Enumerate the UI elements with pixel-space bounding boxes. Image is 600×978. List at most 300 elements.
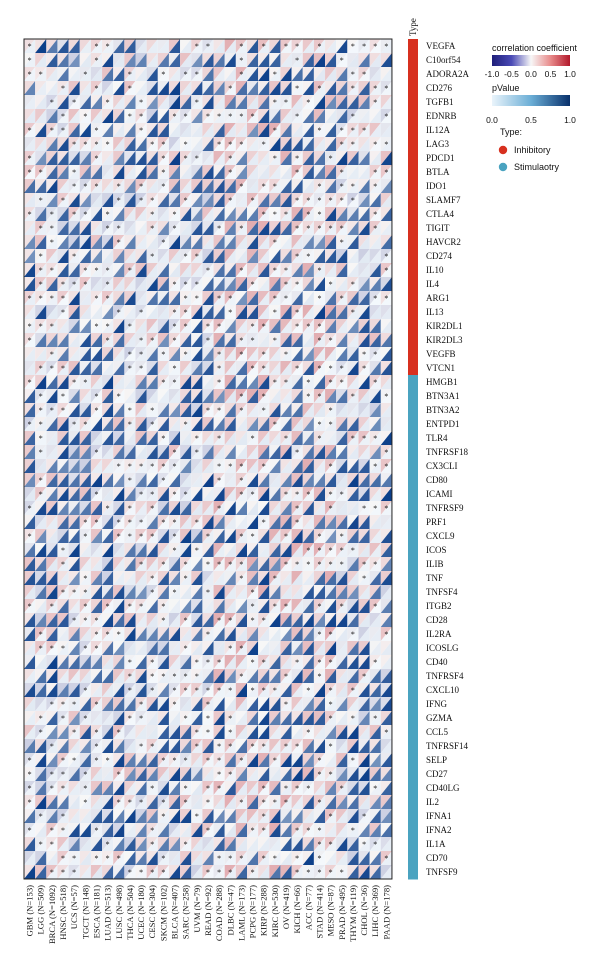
cell-significance-44-24: * <box>295 658 300 668</box>
cell-significance-0-26: * <box>317 42 322 52</box>
cell-significance-7-7: * <box>105 140 110 150</box>
row-label-51: SELP <box>426 755 448 765</box>
cell-significance-24-23: * <box>284 378 289 388</box>
type-strip-cell-9 <box>408 165 418 180</box>
cell-significance-29-24: * <box>295 448 300 458</box>
cell-significance-57-30: * <box>362 840 367 850</box>
cell-significance-47-13: * <box>172 700 177 710</box>
legend-inhibitory-marker <box>499 146 507 154</box>
cell-significance-33-27: * <box>328 504 333 514</box>
cell-significance-38-30: * <box>362 574 367 584</box>
cell-significance-48-29: * <box>350 714 355 724</box>
cell-significance-54-21: * <box>261 798 266 808</box>
column-label-9: THCA (N=504) <box>124 885 135 940</box>
cell-significance-55-3: * <box>61 812 66 822</box>
row-label-28: TLR4 <box>426 433 448 443</box>
cell-significance-5-3: * <box>61 112 66 122</box>
cell-significance-46-21: * <box>261 686 266 696</box>
cell-significance-53-5: * <box>83 784 88 794</box>
cell-significance-37-18: * <box>228 560 233 570</box>
cell-significance-18-7: * <box>105 294 110 304</box>
cell-significance-40-9: * <box>127 602 132 612</box>
cell-significance-18-23: * <box>284 294 289 304</box>
row-label-9: BTLA <box>426 167 450 177</box>
cell-significance-53-11: * <box>150 784 155 794</box>
cell-significance-35-23: * <box>284 532 289 542</box>
cell-significance-5-9: * <box>127 112 132 122</box>
cell-significance-31-9: * <box>127 476 132 486</box>
cell-significance-58-8: * <box>116 854 121 864</box>
cell-significance-41-21: * <box>261 616 266 626</box>
cell-significance-43-14: * <box>183 644 188 654</box>
cell-significance-13-13: * <box>172 224 177 234</box>
cell-significance-37-23: * <box>284 560 289 570</box>
cell-significance-52-17: * <box>217 770 222 780</box>
row-label-31: CD80 <box>426 475 448 485</box>
column-labels <box>25 885 392 944</box>
cell-significance-33-31: * <box>373 504 378 514</box>
cell-significance-40-2: * <box>49 602 54 612</box>
column-label-4: UCS (N=57) <box>69 885 80 930</box>
column-label-14: SARC (N=258) <box>180 885 191 940</box>
type-strip-cell-31 <box>408 473 418 488</box>
cell-significance-50-24: * <box>295 742 300 752</box>
cell-significance-55-21: * <box>261 812 266 822</box>
cell-significance-54-14: * <box>183 798 188 808</box>
cell-significance-18-28: * <box>339 294 344 304</box>
cell-significance-11-1: * <box>38 196 43 206</box>
cell-significance-6-2: * <box>49 126 54 136</box>
cell-significance-42-16: * <box>205 630 210 640</box>
row-label-3: CD276 <box>426 83 453 93</box>
cell-significance-9-4: * <box>72 168 77 178</box>
cell-significance-37-27: * <box>328 560 333 570</box>
cell-significance-17-4: * <box>72 280 77 290</box>
cell-significance-42-1: * <box>38 630 43 640</box>
cell-significance-15-25: * <box>306 252 311 262</box>
cell-significance-27-14: * <box>183 420 188 430</box>
row-labels <box>426 41 470 877</box>
cell-significance-5-16: * <box>205 112 210 122</box>
row-label-5: EDNRB <box>426 111 457 121</box>
cell-significance-40-23: * <box>284 602 289 612</box>
cell-significance-28-26: * <box>317 434 322 444</box>
type-strip-cell-38 <box>408 571 418 586</box>
cell-significance-7-11: * <box>150 140 155 150</box>
cell-significance-18-2: * <box>49 294 54 304</box>
cell-significance-25-1: * <box>38 392 43 402</box>
cell-significance-18-26: * <box>317 294 322 304</box>
cell-significance-36-25: * <box>306 546 311 556</box>
cell-significance-38-22: * <box>272 574 277 584</box>
cell-significance-49-1: * <box>38 728 43 738</box>
cell-significance-53-3: * <box>61 784 66 794</box>
type-strip-cell-14 <box>408 235 418 250</box>
legend-correlation-tick-1: -0.5 <box>504 69 519 79</box>
cell-significance-33-7: * <box>105 504 110 514</box>
type-strip-cell-47 <box>408 697 418 712</box>
cell-significance-39-20: * <box>250 588 255 598</box>
cell-significance-26-2: * <box>49 406 54 416</box>
cell-significance-46-14: * <box>183 686 188 696</box>
cell-significance-51-4: * <box>72 756 77 766</box>
cell-significance-3-3: * <box>61 84 66 94</box>
cell-significance-2-14: * <box>183 70 188 80</box>
cell-significance-27-1: * <box>38 420 43 430</box>
cell-significance-4-25: * <box>306 98 311 108</box>
cell-significance-1-0: * <box>27 56 32 66</box>
cell-significance-49-8: * <box>116 728 121 738</box>
cell-significance-22-31: * <box>373 350 378 360</box>
cell-significance-20-16: * <box>205 322 210 332</box>
cell-significance-54-8: * <box>116 798 121 808</box>
cell-significance-59-2: * <box>49 868 54 878</box>
cell-significance-57-27: * <box>328 840 333 850</box>
cell-significance-18-3: * <box>61 294 66 304</box>
cell-significance-20-7: * <box>105 322 110 332</box>
cell-significance-51-6: * <box>94 756 99 766</box>
cell-significance-7-32: * <box>384 140 389 150</box>
cell-significance-6-0: * <box>27 126 32 136</box>
cell-significance-16-19: * <box>239 266 244 276</box>
cell-significance-44-21: * <box>261 658 266 668</box>
cell-significance-4-10: * <box>139 98 144 108</box>
cell-significance-12-13: * <box>172 210 177 220</box>
cell-significance-21-13: * <box>172 336 177 346</box>
column-label-26: STAD (N=414) <box>314 885 325 939</box>
cell-significance-49-6: * <box>94 728 99 738</box>
cell-significance-47-16: * <box>205 700 210 710</box>
cell-significance-45-15: * <box>194 672 199 682</box>
cell-significance-32-24: * <box>295 490 300 500</box>
cell-significance-55-12: * <box>161 812 166 822</box>
cell-significance-50-17: * <box>217 742 222 752</box>
cell-significance-26-21: * <box>261 406 266 416</box>
cell-significance-17-24: * <box>295 280 300 290</box>
type-strip-cell-30 <box>408 459 418 474</box>
cell-significance-5-13: * <box>172 112 177 122</box>
row-label-20: KIR2DL1 <box>426 321 463 331</box>
cell-significance-53-0: * <box>27 784 32 794</box>
cell-significance-45-30: * <box>362 672 367 682</box>
cell-significance-23-3: * <box>61 364 66 374</box>
cell-significance-32-14: * <box>183 490 188 500</box>
cell-significance-47-10: * <box>139 700 144 710</box>
cell-significance-32-6: * <box>94 490 99 500</box>
cell-significance-44-15: * <box>194 658 199 668</box>
cell-significance-56-6: * <box>94 826 99 836</box>
cell-significance-45-11: * <box>150 672 155 682</box>
row-label-23: VTCN1 <box>426 363 455 373</box>
cell-significance-55-30: * <box>362 812 367 822</box>
row-label-30: CX3CLI <box>426 461 458 471</box>
cell-significance-0-31: * <box>373 42 378 52</box>
cell-significance-26-17: * <box>217 406 222 416</box>
type-strip-cell-27 <box>408 417 418 432</box>
cell-significance-41-12: * <box>161 616 166 626</box>
cell-significance-11-11: * <box>150 196 155 206</box>
cell-significance-0-32: * <box>384 42 389 52</box>
cell-significance-13-8: * <box>116 224 121 234</box>
row-label-7: LAG3 <box>426 139 449 149</box>
cell-significance-59-20: * <box>250 868 255 878</box>
cell-significance-20-0: * <box>27 322 32 332</box>
column-label-11: CESC (N=304) <box>147 885 158 939</box>
cell-significance-44-17: * <box>217 658 222 668</box>
type-strip-cell-50 <box>408 739 418 754</box>
cell-significance-24-22: * <box>272 378 277 388</box>
type-strip-cell-20 <box>408 319 418 334</box>
cell-significance-37-14: * <box>183 560 188 570</box>
cell-significance-0-16: * <box>205 42 210 52</box>
cell-significance-54-22: * <box>272 798 277 808</box>
type-strip-cell-51 <box>408 753 418 768</box>
cell-significance-52-26: * <box>317 770 322 780</box>
cell-significance-24-13: * <box>172 378 177 388</box>
cell-significance-24-12: * <box>161 378 166 388</box>
type-strip-cell-36 <box>408 543 418 558</box>
type-strip-cell-10 <box>408 179 418 194</box>
cell-significance-9-1: * <box>38 168 43 178</box>
cell-significance-28-23: * <box>284 434 289 444</box>
cell-significance-2-0: * <box>27 70 32 80</box>
cell-significance-27-26: * <box>317 420 322 430</box>
cell-significance-37-25: * <box>306 560 311 570</box>
cell-significance-22-30: * <box>362 350 367 360</box>
cell-significance-50-11: * <box>150 742 155 752</box>
cell-significance-45-14: * <box>183 672 188 682</box>
cell-significance-35-28: * <box>339 532 344 542</box>
cell-significance-40-5: * <box>83 602 88 612</box>
cell-significance-37-17: * <box>217 560 222 570</box>
cell-significance-0-30: * <box>362 42 367 52</box>
cell-significance-55-15: * <box>194 812 199 822</box>
column-label-19: LAML (N=173) <box>236 885 247 941</box>
cell-significance-57-31: * <box>373 840 378 850</box>
cell-significance-17-23: * <box>284 280 289 290</box>
row-label-35: CXCL9 <box>426 531 455 541</box>
cell-significance-29-15: * <box>194 448 199 458</box>
legend-correlation-colorbar <box>492 55 570 66</box>
cell-significance-19-22: * <box>272 308 277 318</box>
cell-significance-9-0: * <box>27 168 32 178</box>
cell-significance-37-19: * <box>239 560 244 570</box>
cell-significance-1-6: * <box>94 56 99 66</box>
cell-significance-8-22: * <box>272 154 277 164</box>
cell-significance-30-27: * <box>328 462 333 472</box>
cell-significance-51-19: * <box>239 756 244 766</box>
row-label-17: IL4 <box>426 279 439 289</box>
cell-significance-56-0: * <box>27 826 32 836</box>
cell-significance-51-22: * <box>272 756 277 766</box>
cell-significance-49-4: * <box>72 728 77 738</box>
column-label-16: READ (N=92) <box>202 885 213 936</box>
row-label-53: CD40LG <box>426 783 460 793</box>
legend-type-title: Type: <box>500 127 523 137</box>
cell-significance-7-17: * <box>217 140 222 150</box>
column-label-32: PAAD (N=178) <box>381 885 392 940</box>
cell-significance-17-7: * <box>105 280 110 290</box>
cell-significance-47-2: * <box>49 700 54 710</box>
cell-significance-15-32: * <box>384 252 389 262</box>
type-strip-cell-7 <box>408 137 418 152</box>
cell-significance-17-14: * <box>183 280 188 290</box>
cell-significance-23-2: * <box>49 364 54 374</box>
cell-significance-12-4: * <box>72 210 77 220</box>
cell-significance-13-24: * <box>295 224 300 234</box>
column-label-10: UCEC (N=180) <box>136 885 147 940</box>
type-strip-cell-37 <box>408 557 418 572</box>
cell-significance-21-26: * <box>317 336 322 346</box>
cell-significance-13-28: * <box>339 224 344 234</box>
cell-significance-30-10: * <box>139 462 144 472</box>
legend-pvalue-ticks <box>486 115 576 125</box>
row-label-24: HMGB1 <box>426 377 458 387</box>
cell-significance-17-27: * <box>328 280 333 290</box>
type-strip-cell-1 <box>408 53 418 68</box>
cell-significance-25-21: * <box>261 392 266 402</box>
cell-significance-8-24: * <box>295 154 300 164</box>
cell-significance-32-1: * <box>38 490 43 500</box>
cell-significance-14-8: * <box>116 238 121 248</box>
cell-significance-42-27: * <box>328 630 333 640</box>
cell-significance-7-28: * <box>339 140 344 150</box>
cell-significance-1-24: * <box>295 56 300 66</box>
cell-significance-10-28: * <box>339 182 344 192</box>
cell-significance-7-18: * <box>228 140 233 150</box>
cell-significance-48-27: * <box>328 714 333 724</box>
cell-significance-10-21: * <box>261 182 266 192</box>
cell-significance-51-17: * <box>217 756 222 766</box>
type-strip <box>408 39 418 880</box>
cell-significance-25-19: * <box>239 392 244 402</box>
cell-significance-3-6: * <box>94 84 99 94</box>
cell-significance-54-9: * <box>127 798 132 808</box>
row-label-52: CD27 <box>426 769 448 779</box>
row-label-55: IFNA1 <box>426 811 452 821</box>
cell-significance-26-16: * <box>205 406 210 416</box>
cell-significance-10-4: * <box>72 182 77 192</box>
cell-significance-15-14: * <box>183 252 188 262</box>
cell-significance-11-10: * <box>139 196 144 206</box>
cell-significance-26-27: * <box>328 406 333 416</box>
cell-significance-45-26: * <box>317 672 322 682</box>
cell-significance-10-26: * <box>317 182 322 192</box>
cell-significance-55-1: * <box>38 812 43 822</box>
cell-significance-13-1: * <box>38 224 43 234</box>
cell-significance-58-4: * <box>72 854 77 864</box>
cell-significance-10-29: * <box>350 182 355 192</box>
cell-significance-20-20: * <box>250 322 255 332</box>
cell-significance-7-14: * <box>183 140 188 150</box>
cell-significance-8-6: * <box>94 154 99 164</box>
cell-significance-46-27: * <box>328 686 333 696</box>
cell-significance-6-22: * <box>272 126 277 136</box>
cell-significance-11-20: * <box>250 196 255 206</box>
legend-correlation-tick-4: 1.0 <box>564 69 576 79</box>
cell-significance-46-20: * <box>250 686 255 696</box>
legend-pvalue-tick-0: 0.0 <box>486 115 498 125</box>
row-label-19: IL13 <box>426 307 444 317</box>
cell-significance-48-10: * <box>139 714 144 724</box>
cell-significance-46-17: * <box>217 686 222 696</box>
cell-significance-41-4: * <box>72 616 77 626</box>
cell-significance-11-28: * <box>339 196 344 206</box>
cell-significance-12-7: * <box>105 210 110 220</box>
cell-significance-17-1: * <box>38 280 43 290</box>
cell-significance-56-2: * <box>49 826 54 836</box>
cell-significance-30-18: * <box>228 462 233 472</box>
cell-significance-46-22: * <box>272 686 277 696</box>
cell-significance-2-30: * <box>362 70 367 80</box>
cell-significance-5-24: * <box>295 112 300 122</box>
cell-significance-19-3: * <box>61 308 66 318</box>
cell-significance-33-0: * <box>27 504 32 514</box>
row-label-49: CCL5 <box>426 727 449 737</box>
cell-significance-16-1: * <box>38 266 43 276</box>
cell-significance-59-24: * <box>295 868 300 878</box>
cell-significance-10-12: * <box>161 182 166 192</box>
cell-significance-46-11: * <box>150 686 155 696</box>
cell-significance-56-26: * <box>317 826 322 836</box>
cell-significance-49-32: * <box>384 728 389 738</box>
cell-significance-2-1: * <box>38 70 43 80</box>
cell-significance-56-25: * <box>306 826 311 836</box>
cell-significance-0-23: * <box>284 42 289 52</box>
cell-significance-54-12: * <box>161 798 166 808</box>
cell-significance-1-19: * <box>239 56 244 66</box>
column-label-0: GBM (N=153) <box>24 885 35 937</box>
cell-significance-52-2: * <box>49 770 54 780</box>
cell-significance-48-16: * <box>205 714 210 724</box>
cell-significance-49-15: * <box>194 728 199 738</box>
row-label-46: CXCL10 <box>426 685 460 695</box>
cell-significance-42-26: * <box>317 630 322 640</box>
cell-significance-4-7: * <box>105 98 110 108</box>
type-strip-cell-18 <box>408 291 418 306</box>
row-label-13: TIGIT <box>426 223 450 233</box>
type-strip-cell-12 <box>408 207 418 222</box>
column-label-22: KIRC (N=530) <box>269 885 280 938</box>
cell-significance-14-28: * <box>339 238 344 248</box>
cell-significance-46-16: * <box>205 686 210 696</box>
row-label-27: ENTPD1 <box>426 419 460 429</box>
cell-significance-18-0: * <box>27 294 32 304</box>
cell-significance-33-11: * <box>150 504 155 514</box>
cell-significance-57-11: * <box>150 840 155 850</box>
cell-significance-20-21: * <box>261 322 266 332</box>
cell-significance-28-29: * <box>350 434 355 444</box>
cell-significance-24-27: * <box>328 378 333 388</box>
cell-significance-8-18: * <box>228 154 233 164</box>
cell-significance-51-16: * <box>205 756 210 766</box>
cell-significance-11-14: * <box>183 196 188 206</box>
cell-significance-58-18: * <box>228 854 233 864</box>
cell-significance-4-15: * <box>194 98 199 108</box>
type-strip-title: Type <box>408 18 418 36</box>
cell-significance-39-13: * <box>172 588 177 598</box>
cell-significance-21-20: * <box>250 336 255 346</box>
cell-significance-35-0: * <box>27 532 32 542</box>
cell-significance-39-16: * <box>205 588 210 598</box>
cell-significance-12-2: * <box>49 210 54 220</box>
cell-significance-43-6: * <box>94 644 99 654</box>
legend-inhibitory-label: Inhibitory <box>514 145 551 155</box>
cell-significance-29-1: * <box>38 448 43 458</box>
cell-significance-21-7: * <box>105 336 110 346</box>
type-strip-cell-56 <box>408 823 418 838</box>
cell-significance-21-27: * <box>328 336 333 346</box>
